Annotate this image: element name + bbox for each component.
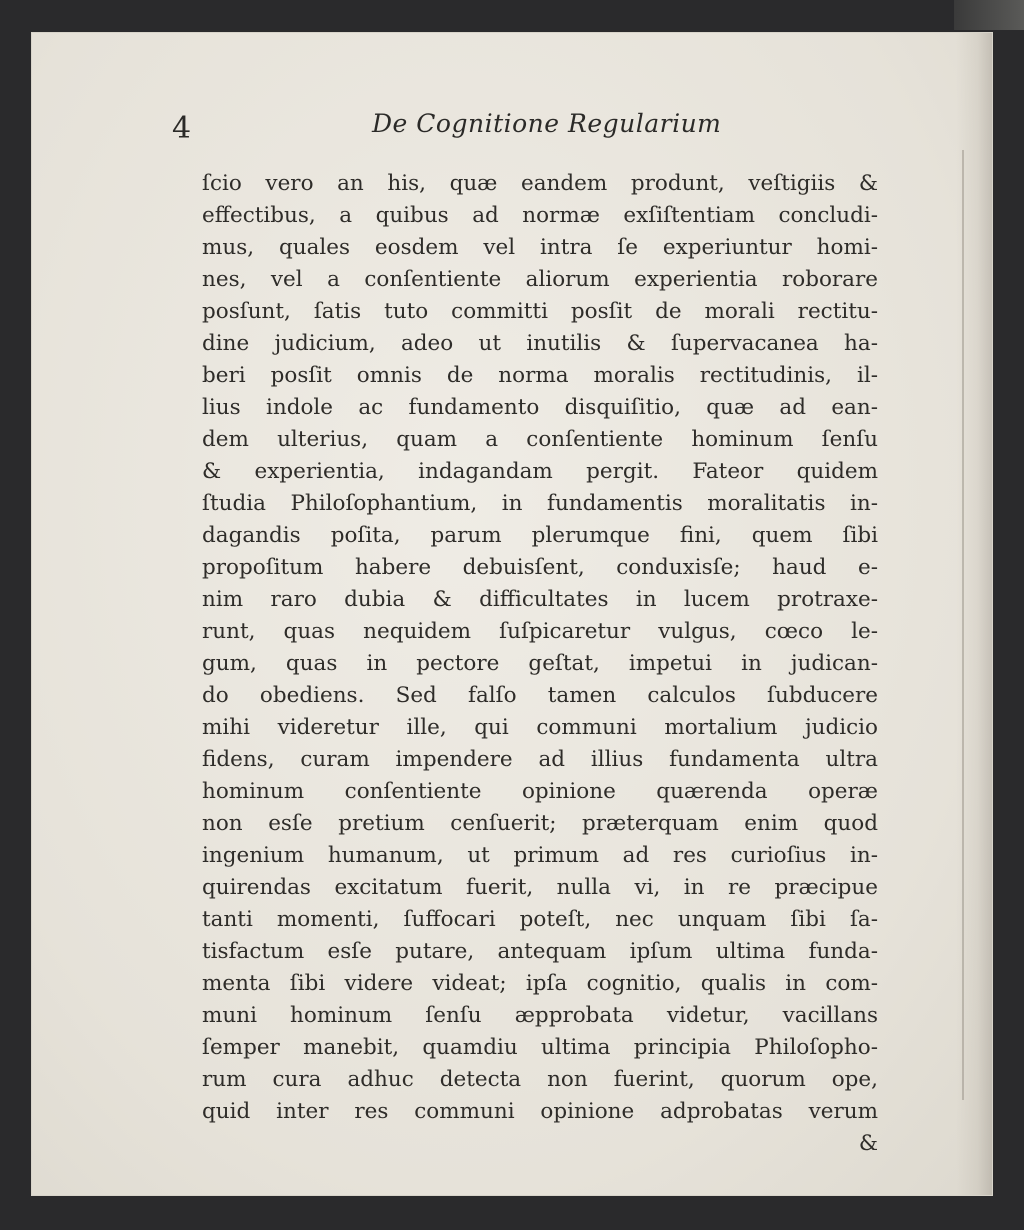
text-line: tanti momenti, ſuffocari poteſt, nec unquam ſibi ſa- <box>202 907 878 932</box>
text-line: hominum conſentiente opinione quærenda operæ <box>202 779 878 804</box>
text-line: ſemper manebit, quamdiu ultima principia Philoſopho- <box>202 1035 878 1060</box>
text-line: dem ulterius, quam a conſentiente hominum ſenſu <box>202 427 878 452</box>
text-line: & experientia, indagandam pergit. Fateor quidem <box>202 459 878 484</box>
text-line: fidens, curam impendere ad illius fundamenta ultra <box>202 747 878 772</box>
text-line: quirendas excitatum fuerit, nulla vi, in re præcipue <box>202 875 878 900</box>
text-line: effectibus, a quibus ad normæ exſiſtentiam concludi- <box>202 203 878 228</box>
text-line: beri posſit omnis de norma moralis rectitudinis, il- <box>202 363 878 388</box>
text-line: rum cura adhuc detecta non fuerint, quorum ope, <box>202 1067 878 1092</box>
text-line: non esſe pretium cenſuerit; præterquam enim quod <box>202 811 878 836</box>
text-line: nes, vel a conſentiente aliorum experientia roborare <box>202 267 878 292</box>
text-line: lius indole ac fundamento disquiſitio, quæ ad ean- <box>202 395 878 420</box>
text-line: gum, quas in pectore geſtat, impetui in judican- <box>202 651 878 676</box>
text-line: nim raro dubia & difficultates in lucem protraxe- <box>202 587 878 612</box>
text-line: ſcio vero an his, quæ eandem produnt, veſtigiis & <box>202 171 878 196</box>
text-line: do obediens. Sed falſo tamen calculos ſubducere <box>202 683 878 708</box>
text-line: menta ſibi videre videat; ipſa cognitio, qualis in com- <box>202 971 878 996</box>
running-title: De Cognitione Regularium <box>372 109 722 138</box>
text-line: mihi videretur ille, qui communi mortalium judicio <box>202 715 878 740</box>
text-line: ſtudia Philoſophantium, in fundamentis moralitatis in- <box>202 491 878 516</box>
text-line: quid inter res communi opinione adprobatas verum <box>202 1099 878 1124</box>
page-number: 4 <box>172 111 192 146</box>
text-line: propoſitum habere debuisſent, conduxisſe; haud e- <box>202 555 878 580</box>
page-header <box>172 107 892 151</box>
body-text <box>202 168 878 1160</box>
text-line: tisfactum esſe putare, antequam ipſum ultima funda- <box>202 939 878 964</box>
page-fold-line <box>962 150 964 1100</box>
text-line: runt, quas nequidem ſuſpicaretur vulgus, cœco le- <box>202 619 878 644</box>
scanner-tab <box>954 0 1024 30</box>
text-line: ingenium humanum, ut primum ad res curioſius in- <box>202 843 878 868</box>
text-line: dagandis poſita, parum plerumque fini, quem ſibi <box>202 523 878 548</box>
text-line: dine judicium, adeo ut inutilis & ſupervacanea ha- <box>202 331 878 356</box>
catchword: & <box>858 1131 878 1156</box>
text-line: mus, quales eosdem vel intra ſe experiuntur homi- <box>202 235 878 260</box>
text-line: posſunt, ſatis tuto committi posſit de morali rectitu- <box>202 299 878 324</box>
text-line: muni hominum ſenſu æpprobata videtur, vacillans <box>202 1003 878 1028</box>
